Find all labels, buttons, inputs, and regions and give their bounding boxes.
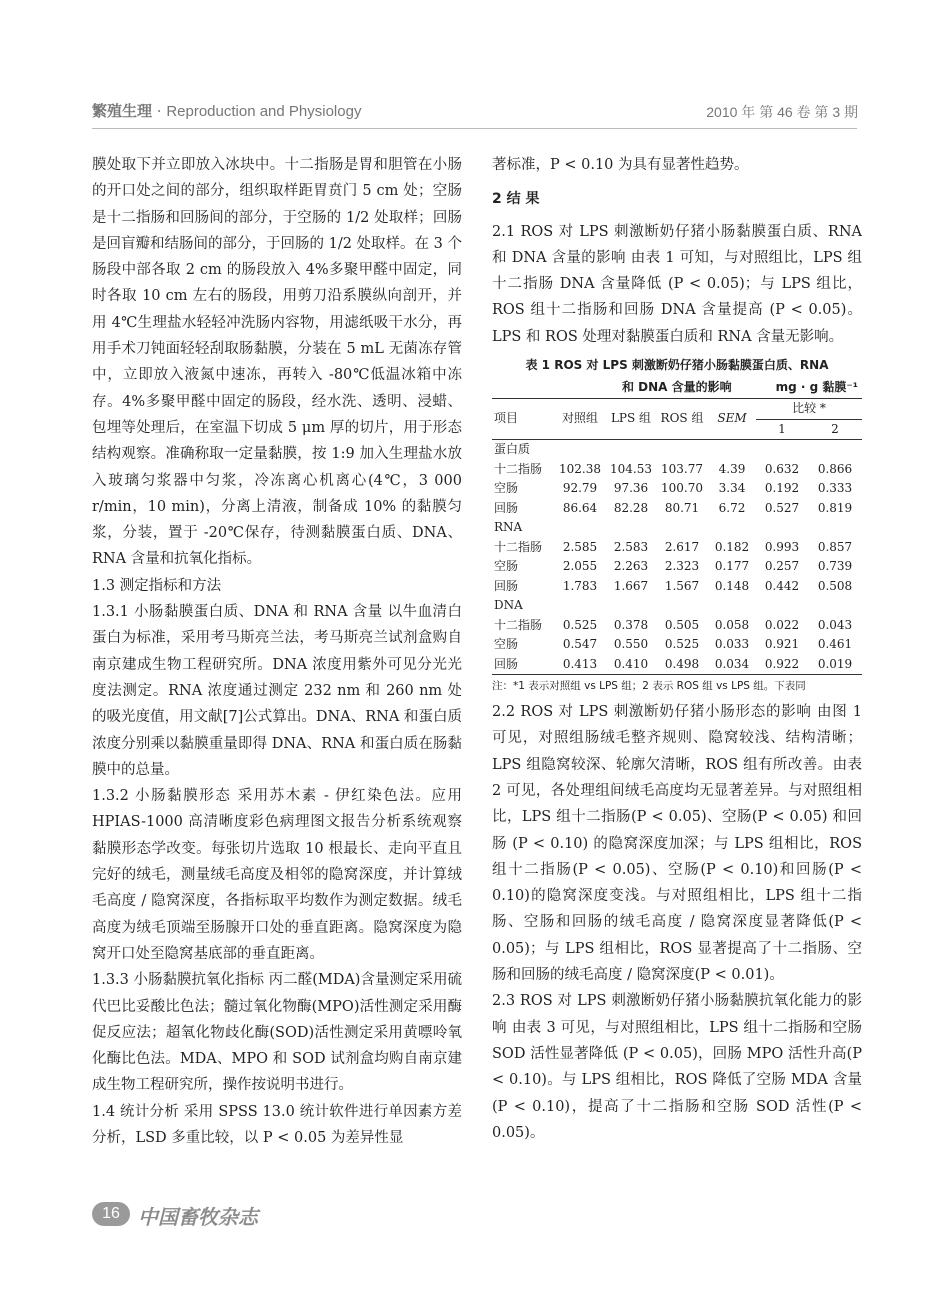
header-lps: LPS 组	[606, 399, 656, 440]
cell: 104.53	[610, 461, 652, 476]
header-control: 对照组	[554, 399, 606, 440]
cell: 0.182	[714, 539, 750, 554]
table-1	[492, 354, 862, 697]
cell: 0.177	[714, 559, 750, 574]
row-label: 回肠	[494, 500, 519, 515]
heading-1-3: 1.3 测定指标和方法	[92, 577, 222, 594]
header-item: 项目	[492, 399, 554, 440]
row-label: 回肠	[492, 655, 554, 675]
cell: 0.333	[817, 481, 853, 496]
cell: 0.043	[817, 617, 853, 632]
table-row	[492, 499, 862, 519]
paragraph-1-3-3: 1.3.3 小肠黏膜抗氧化指标 丙二醛(MDA)含量测定采用硫代巴比妥酸比色法；髓过氧化物酶(MPO)活性测定采用酶促反应法；超氧化物歧化酶(SOD)活性测定采用黄嘌呤氧化酶比色法。MDA、MPO 和 SOD 试剂盒均购自南京建成生物工程研究所，操作按说明书进行。	[92, 972, 462, 1094]
cell: 102.38	[559, 461, 601, 476]
group-dna: DNA	[494, 598, 523, 613]
cell: 3.34	[718, 481, 746, 496]
cell: 2.263	[613, 559, 649, 574]
table-row	[492, 557, 862, 577]
journal-section-cn: 繁殖生理	[92, 102, 153, 120]
running-header-left	[92, 100, 361, 121]
table-note: 注：*1 表示对照组 vs LPS 组；2 表示 ROS 组 vs LPS 组。下表同	[492, 680, 806, 693]
cell: 0.378	[613, 617, 649, 632]
right-column	[492, 152, 862, 1146]
cell: 0.498	[656, 655, 708, 675]
cell: 0.019	[808, 655, 862, 675]
table-subtitle: 和 DNA 含量的影响	[622, 380, 732, 395]
cell: 0.739	[817, 559, 853, 574]
cell: 2.583	[613, 539, 649, 554]
heading-results: 2 结 果	[492, 191, 540, 208]
cell: 0.550	[613, 637, 649, 652]
cell: 6.72	[718, 500, 746, 515]
left-column	[92, 152, 462, 1151]
cell: 0.034	[708, 655, 756, 675]
cell: 97.36	[613, 481, 649, 496]
cell: 0.148	[714, 578, 750, 593]
cell: 1.667	[613, 578, 649, 593]
cell: 0.547	[562, 637, 598, 652]
journal-name-footer: 中国畜牧杂志	[138, 1205, 258, 1229]
table-row	[492, 616, 862, 636]
row-label: 十二指肠	[494, 461, 543, 476]
cell: 0.058	[714, 617, 750, 632]
cell: 103.77	[661, 461, 703, 476]
group-protein: 蛋白质	[494, 442, 531, 457]
cell: 0.525	[562, 617, 598, 632]
table-row	[492, 538, 862, 558]
journal-section-en: Reproduction and Physiology	[166, 103, 362, 120]
paragraph-2-3: 2.3 ROS 对 LPS 刺激断奶仔猪小肠黏膜抗氧化能力的影响 由表 3 可见，与对照组相比，LPS 组十二指肠和空肠 SOD 活性显著降低 (P < 0.05)，回肠 MPO 活性升高(P < 0.10)。与 LPS 组相比，ROS 降低了空肠 MDA 含量(P < 0.10)，提高了十二指肠和空肠 SOD 活性(P < 0.05)。	[492, 993, 862, 1141]
cell: 0.413	[554, 655, 606, 675]
cell: 2.055	[562, 559, 598, 574]
cell: 0.033	[714, 637, 750, 652]
header-rule	[92, 128, 857, 129]
table-row	[492, 655, 862, 675]
row-label: 十二指肠	[494, 539, 543, 554]
row-label: 空肠	[494, 637, 519, 652]
group-rna: RNA	[494, 520, 523, 535]
cell: 0.527	[764, 500, 800, 515]
table-subtitle-row	[492, 376, 862, 398]
row-label: 十二指肠	[494, 617, 543, 632]
paragraph-1-3-2: 1.3.2 小肠黏膜形态 采用苏木素 - 伊红染色法。应用 HPIAS-1000 高清晰度彩色病理图文报告分析系统观察黏膜形态学改变。每张切片选取 10 根最长、走向平直且完好的绒毛，测量绒毛高度及相邻的隐窝深度，并计算绒毛高度 / 隐窝深度，各指标取平均数作为测定数据。绒毛高度为绒毛顶端至肠腺开口处的垂直距离。隐窝深度为隐窝开口处至隐窝基底部的垂直距离。	[92, 788, 462, 962]
cell: 4.39	[718, 461, 746, 476]
cell: 0.922	[756, 655, 808, 675]
header-compare-1: 1	[756, 419, 808, 440]
page-number: 16	[92, 1202, 130, 1226]
cell: 2.323	[664, 559, 700, 574]
cell: 100.70	[661, 481, 703, 496]
cell: 80.71	[664, 500, 700, 515]
cell: 0.857	[817, 539, 853, 554]
cell: 0.993	[764, 539, 800, 554]
cell: 2.617	[664, 539, 700, 554]
table-row	[492, 479, 862, 499]
cell: 0.505	[664, 617, 700, 632]
header-compare: 比较 *	[756, 399, 862, 420]
header-sem: SEM	[708, 399, 756, 440]
table-row	[492, 635, 862, 655]
table-unit: mg · g 黏膜⁻¹	[775, 380, 858, 395]
cell: 2.585	[562, 539, 598, 554]
data-table	[492, 398, 862, 675]
row-label: 回肠	[494, 578, 519, 593]
cell: 0.866	[817, 461, 853, 476]
cell: 0.508	[817, 578, 853, 593]
cell: 1.783	[562, 578, 598, 593]
paragraph-1-4: 1.4 统计分析 采用 SPSS 13.0 统计软件进行单因素方差分析，LSD 多重比较，以 P < 0.05 为差异性显	[92, 1103, 462, 1146]
cell: 0.192	[764, 481, 800, 496]
paragraph-2-1: 2.1 ROS 对 LPS 刺激断奶仔猪小肠黏膜蛋白质、RNA 和 DNA 含量的影响 由表 1 可知，与对照组比，LPS 组十二指肠 DNA 含量降低 (P < 0.05)；与 LPS 组比，ROS 组十二指肠和回肠 DNA 含量提高 (P < 0.05)。LPS 和 ROS 处理对黏膜蛋白质和 RNA 含量无影响。	[492, 223, 862, 345]
cell: 82.28	[613, 500, 649, 515]
cell: 0.022	[764, 617, 800, 632]
paragraph-continued: 著标准，P < 0.10 为具有显著性趋势。	[492, 157, 749, 173]
cell: 0.819	[817, 500, 853, 515]
cell: 0.442	[764, 578, 800, 593]
cell: 0.461	[817, 637, 853, 652]
cell: 92.79	[562, 481, 598, 496]
header-ros: ROS 组	[656, 399, 708, 440]
paragraph-1-3-1: 1.3.1 小肠黏膜蛋白质、DNA 和 RNA 含量 以牛血清白蛋白为标准，采用考马斯亮兰法，考马斯亮兰试剂盒购自南京建成生物工程研究所。DNA 浓度用紫外可见分光光度法测定。RNA 浓度通过测定 232 nm 和 260 nm 处的吸光度值，用文献[7]公式算出。DNA、RNA 和蛋白质浓度分别乘以黏膜重量即得 DNA、RNA 和蛋白质在肠黏膜中的总量。	[92, 604, 462, 778]
paragraph-sampling: 膜处取下并立即放入冰块中。十二指肠是胃和胆管在小肠的开口处之间的部分，组织取样距胃贲门 5 cm 处；空肠是十二指肠和回肠间的部分，于空肠的 1/2 处取样；回肠是回盲瓣和结肠间的部分，于回肠的 1/2 处取样。在 3 个肠段中部各取 2 cm 的肠段放入 4%多聚甲醛中固定，同时各取 10 cm 左右的肠段，用剪刀沿系膜纵向剖开，并用 4℃生理盐水轻轻冲洗肠内容物，用滤纸吸干水分，再用手术刀钝面轻轻刮取肠黏膜，分装在 5 mL 无菌冻存管中，立即放入液氮中速冻，再转入 -80℃低温冰箱中冻存。4%多聚甲醛中固定的肠段，经水洗、透明、浸蜡、包埋等处理后，在室温下切成 5 μm 厚的切片，用于形态结构观察。准确称取一定量黏膜，按 1:9 加入生理盐水放入玻璃匀浆器中匀浆，冷冻离心机离心(4℃，3 000 r/min，10 min)，分离上清液，制备成 10% 的黏膜匀浆，分装，置于 -20℃保存，待测黏膜蛋白质、DNA、RNA 含量和抗氧化指标。	[92, 157, 462, 568]
cell: 0.921	[764, 637, 800, 652]
cell: 0.525	[664, 637, 700, 652]
table-row	[492, 577, 862, 597]
cell: 1.567	[664, 578, 700, 593]
row-label: 空肠	[494, 559, 519, 574]
table-title: 表 1 ROS 对 LPS 刺激断奶仔猪小肠黏膜蛋白质、RNA	[525, 358, 829, 373]
cell: 86.64	[562, 500, 598, 515]
header-compare-2: 2	[808, 419, 862, 440]
cell: 0.410	[606, 655, 656, 675]
header-separator: ·	[152, 102, 167, 120]
issue-info: 2010 年 第 46 卷 第 3 期	[706, 104, 858, 120]
table-row	[492, 460, 862, 480]
row-label: 空肠	[494, 481, 519, 496]
paragraph-2-2: 2.2 ROS 对 LPS 刺激断奶仔猪小肠形态的影响 由图 1 可见，对照组肠绒毛整齐规则、隐窝较浅、结构清晰；LPS 组隐窝较深、轮廓欠清晰，ROS 组有所改善。由表 2 可见，各处理组间绒毛高度均无显著差异。与对照组相比，LPS 组十二指肠(P < 0.05)、空肠(P < 0.05) 和回肠 (P < 0.10) 的隐窝深度加深；与 LPS 组相比，ROS 组十二指肠(P < 0.05)、空肠(P < 0.10)和回肠(P < 0.10)的隐窝深度变浅。与对照组相比，LPS 组十二指肠、空肠和回肠的绒毛高度 / 隐窝深度显著降低(P < 0.05)；与 LPS 组相比，ROS 显著提高了十二指肠、空肠和回肠的绒毛高度 / 隐窝深度(P < 0.01)。	[492, 704, 862, 984]
cell: 0.257	[764, 559, 800, 574]
cell: 0.632	[764, 461, 800, 476]
